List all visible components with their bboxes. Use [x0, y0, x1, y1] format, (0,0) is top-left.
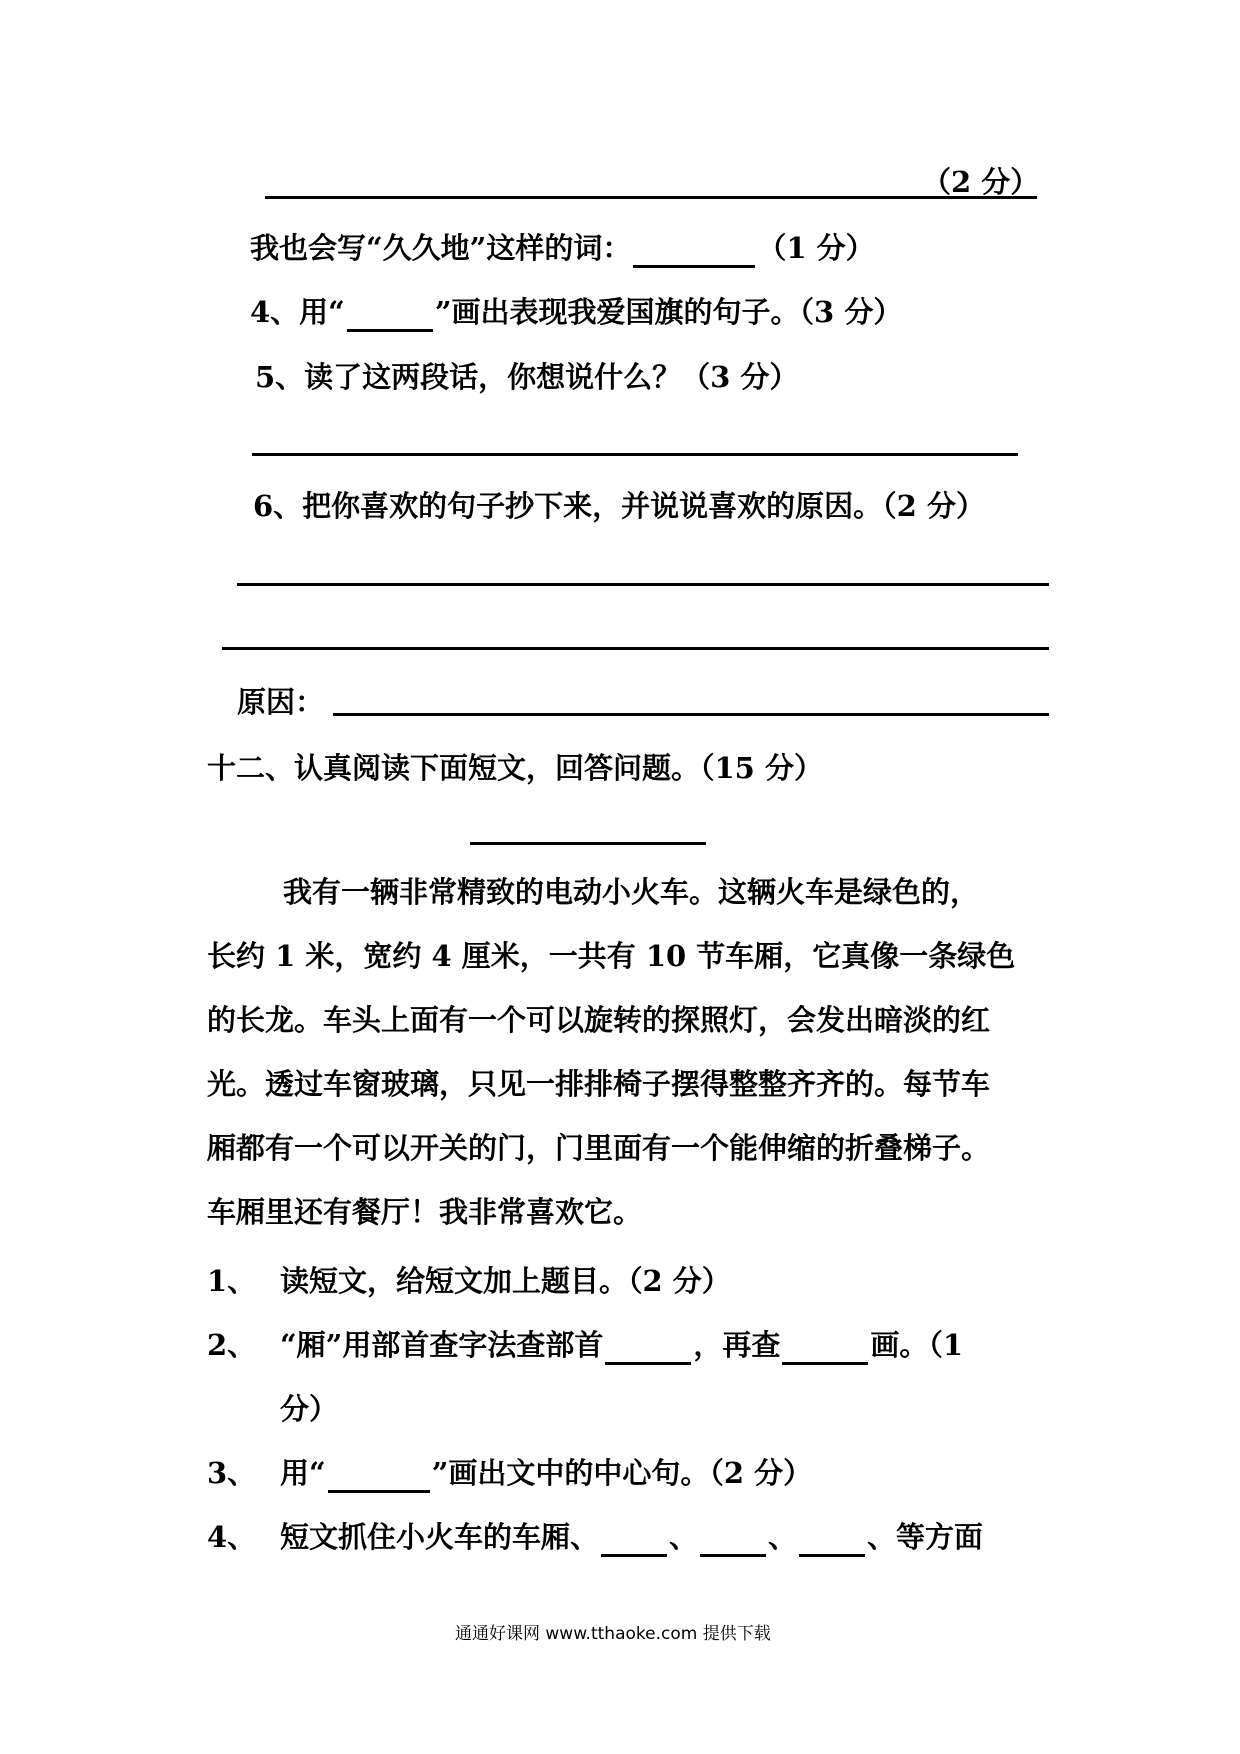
footer-text: 通通好课网 www.tthaoke.com 提供下载 [455, 1624, 771, 1644]
answer-blank[interactable] [605, 1332, 691, 1365]
question-num: 2、 [207, 1328, 257, 1362]
passage-line: 的长龙。车头上面有一个可以旋转的探照灯，会发出暗淡的红 [207, 1003, 991, 1037]
answer-blank[interactable] [633, 235, 755, 268]
title-blank[interactable] [470, 842, 706, 845]
passage [207, 860, 1047, 1244]
question-6-part1: 6、把你喜欢的句子抄下来，并说说喜欢的原因。（2 分） [253, 489, 985, 523]
question-4-part1 [250, 292, 902, 332]
passage-line: 光。透过车窗玻璃，只见一排排椅子摆得整整齐齐的。每节车 [207, 1067, 991, 1101]
answer-line[interactable] [333, 713, 1049, 716]
question-text: 、 [669, 1520, 699, 1554]
section-heading: 十二、认真阅读下面短文，回答问题。（15 分） [207, 751, 823, 785]
question-text: 用“ [280, 1456, 326, 1490]
answer-blank[interactable] [782, 1332, 868, 1365]
passage-line: 长约 1 米，宽约 4 厘米，一共有 10 节车厢，它真像一条绿色 [207, 939, 1016, 973]
answer-line[interactable] [252, 453, 1018, 456]
question-text: 画。（1 [870, 1328, 964, 1362]
question-4 [280, 1517, 983, 1557]
passage-line: 厢都有一个可以开关的门，门里面有一个能伸缩的折叠梯子。 [207, 1131, 991, 1165]
question-text: 4、用“ [250, 295, 345, 329]
question-5-part1: 5、读了这两段话，你想说什么？（3 分） [255, 360, 799, 394]
underline-sample [328, 1460, 430, 1493]
question-text: 、 [768, 1520, 798, 1554]
answer-blank[interactable] [700, 1524, 766, 1557]
underline-sample [347, 299, 433, 332]
question-text: ”画出文中的中心句。（2 分） [431, 1456, 813, 1490]
question-text: ”画出表现我爱国旗的句子。（3 分） [434, 295, 903, 329]
question-num: 1、 [207, 1264, 257, 1298]
question-reduplicate [250, 228, 875, 268]
question-text: 分） [280, 1392, 339, 1426]
passage-line: 车厢里还有餐厅！我非常喜欢它。 [207, 1195, 643, 1229]
answer-blank[interactable] [601, 1524, 667, 1557]
passage-line: 我有一辆非常精致的电动小火车。这辆火车是绿色的， [283, 875, 980, 909]
score-label: （1 分） [757, 231, 875, 265]
question-text: ，再查 [693, 1328, 781, 1362]
answer-line[interactable] [237, 583, 1049, 586]
question-num: 3、 [207, 1456, 257, 1490]
question-text: 我也会写“久久地”这样的词： [250, 231, 632, 265]
question-text: 短文抓住小火车的车厢、 [280, 1520, 600, 1554]
question-text: 读短文，给短文加上题目。（2 分） [280, 1264, 731, 1298]
answer-blank[interactable] [799, 1524, 865, 1557]
question-2 [280, 1325, 963, 1365]
question-3 [280, 1453, 812, 1493]
question-num: 4、 [207, 1520, 257, 1554]
score-label: （2 分） [922, 165, 1040, 199]
question-text: “厢”用部首查字法查部首 [280, 1328, 604, 1362]
reason-label: 原因： [237, 685, 325, 719]
answer-line[interactable] [222, 647, 1049, 650]
question-text: 、等方面 [867, 1520, 984, 1554]
